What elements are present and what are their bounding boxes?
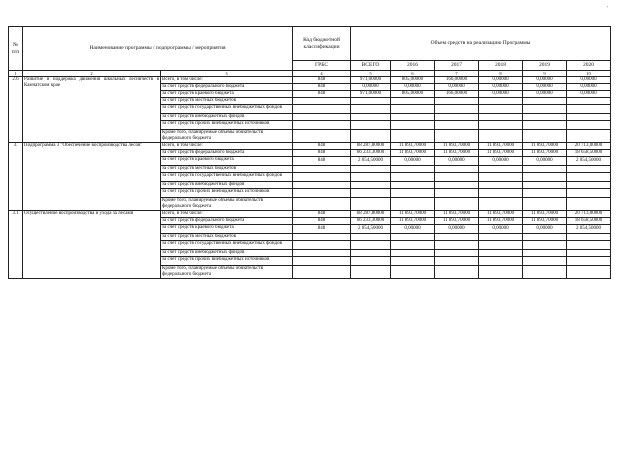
year-value <box>523 182 567 189</box>
year-value <box>523 121 567 130</box>
year-value <box>391 234 435 241</box>
row-number: 3.1 <box>9 211 23 279</box>
year-value: 11 893,70000 <box>435 150 479 157</box>
grbs-code: 848 <box>293 84 351 91</box>
year-value <box>479 198 523 211</box>
column-index: 6 <box>391 71 435 77</box>
grbs-code <box>293 257 351 266</box>
total-value <box>351 234 391 241</box>
header-year: 2019 <box>523 61 567 71</box>
funding-source: за счет средств внебюджетных фондов <box>161 250 293 257</box>
header-year: 2018 <box>479 61 523 71</box>
header-code: Код бюджетной классификации <box>293 27 351 61</box>
grbs-code: 848 <box>293 218 351 225</box>
header-year: 2017 <box>435 61 479 71</box>
header-year: 2020 <box>567 61 611 71</box>
year-value <box>435 241 479 250</box>
column-index: 2 <box>23 71 161 77</box>
year-value <box>435 257 479 266</box>
year-value: 11 893,70000 <box>523 218 567 225</box>
total-value: 971,00000 <box>351 91 391 98</box>
year-value <box>391 250 435 257</box>
column-index: 7 <box>435 71 479 77</box>
year-value: 166,00000 <box>435 91 479 98</box>
year-value: 0,00000 <box>479 157 523 166</box>
year-value <box>523 257 567 266</box>
total-value: 971,00000 <box>351 77 391 84</box>
year-value <box>391 166 435 173</box>
year-value <box>435 105 479 114</box>
total-value <box>351 166 391 173</box>
year-value <box>567 241 611 250</box>
row-number: 2.6 <box>9 77 23 143</box>
year-value <box>567 105 611 114</box>
year-value <box>567 182 611 189</box>
funding-source: за счет средств государственных внебюджетных фондов <box>161 173 293 182</box>
funding-source: за счет средств федерального бюджета <box>161 150 293 157</box>
year-value <box>391 257 435 266</box>
year-value <box>567 257 611 266</box>
year-value <box>523 105 567 114</box>
year-value: 11 893,70000 <box>479 211 523 218</box>
year-value <box>479 114 523 121</box>
year-value: 0,00000 <box>435 225 479 234</box>
year-value <box>523 130 567 143</box>
year-value: 11 893,70000 <box>523 143 567 150</box>
year-value <box>479 241 523 250</box>
grbs-code <box>293 182 351 189</box>
year-value <box>523 98 567 105</box>
year-value: 0,00000 <box>479 225 523 234</box>
column-index: 10 <box>567 71 611 77</box>
year-value <box>435 182 479 189</box>
year-value <box>523 241 567 250</box>
header-volume: Объем средств на реализацию Программы <box>351 27 611 61</box>
total-value: 66 233,30000 <box>351 150 391 157</box>
year-value: 11 893,70000 <box>479 150 523 157</box>
year-value: 805,00000 <box>391 91 435 98</box>
grbs-code <box>293 241 351 250</box>
funding-source: Всего, в том числе: <box>161 77 293 84</box>
header-total: ВСЕГО <box>351 61 391 71</box>
year-value: 2 054,50000 <box>567 225 611 234</box>
program-funding-table <box>8 26 611 279</box>
total-value <box>351 241 391 250</box>
year-value <box>567 114 611 121</box>
column-index: 5 <box>351 71 391 77</box>
year-value: 0,00000 <box>479 77 523 84</box>
year-value: 166,00000 <box>435 77 479 84</box>
total-value <box>351 98 391 105</box>
funding-source: за счет средств краевого бюджета <box>161 157 293 166</box>
year-value <box>391 105 435 114</box>
year-value <box>567 189 611 198</box>
year-value: 11 893,70000 <box>523 150 567 157</box>
total-value: 2 054,50000 <box>351 225 391 234</box>
year-value <box>391 98 435 105</box>
year-value <box>479 250 523 257</box>
year-value: 0,00000 <box>479 84 523 91</box>
year-value <box>479 173 523 182</box>
year-value: 20 713,00000 <box>567 211 611 218</box>
year-value <box>479 182 523 189</box>
grbs-code <box>293 266 351 279</box>
total-value <box>351 182 391 189</box>
grbs-code: 848 <box>293 77 351 84</box>
year-value <box>567 166 611 173</box>
funding-source: Всего, в том числе: <box>161 211 293 218</box>
grbs-code <box>293 250 351 257</box>
total-value: 2 054,50000 <box>351 157 391 166</box>
grbs-code <box>293 189 351 198</box>
year-value <box>523 166 567 173</box>
year-value <box>567 266 611 279</box>
year-value: 0,00000 <box>567 84 611 91</box>
total-value <box>351 114 391 121</box>
grbs-code <box>293 173 351 182</box>
funding-source: за счет средств государственных внебюджетных фондов <box>161 105 293 114</box>
corner-mark: ' <box>607 6 609 12</box>
year-value <box>523 198 567 211</box>
funding-source: за счет средств внебюджетных фондов <box>161 114 293 121</box>
funding-source: за счет средств местных бюджетов <box>161 98 293 105</box>
grbs-code: 848 <box>293 225 351 234</box>
year-value <box>435 234 479 241</box>
grbs-code <box>293 130 351 143</box>
year-value: 0,00000 <box>479 91 523 98</box>
year-value: 11 893,70000 <box>523 211 567 218</box>
column-index: 1 <box>9 71 23 77</box>
document-sheet <box>8 26 610 279</box>
funding-source: Всего, в том числе: <box>161 143 293 150</box>
year-value <box>479 257 523 266</box>
year-value <box>435 98 479 105</box>
grbs-code: 848 <box>293 91 351 98</box>
year-value <box>435 189 479 198</box>
funding-source: за счет средств местных бюджетов <box>161 166 293 173</box>
year-value <box>435 198 479 211</box>
grbs-code <box>293 121 351 130</box>
year-value <box>391 114 435 121</box>
year-value: 18 658,50000 <box>567 218 611 225</box>
year-value: 0,00000 <box>523 225 567 234</box>
year-value <box>523 189 567 198</box>
year-value <box>567 250 611 257</box>
grbs-code <box>293 198 351 211</box>
year-value <box>523 250 567 257</box>
year-value: 0,00000 <box>567 91 611 98</box>
total-value: 0,00000 <box>351 84 391 91</box>
year-value: 11 893,70000 <box>391 143 435 150</box>
year-value: 0,00000 <box>523 84 567 91</box>
funding-source: за счет средств краевого бюджета <box>161 225 293 234</box>
year-value: 11 893,70000 <box>391 150 435 157</box>
grbs-code <box>293 166 351 173</box>
grbs-code <box>293 98 351 105</box>
year-value <box>391 266 435 279</box>
year-value: 11 893,70000 <box>391 211 435 218</box>
program-name: Осуществление воспроизводства и ухода за лесами <box>23 211 161 279</box>
year-value: 0,00000 <box>523 157 567 166</box>
year-value <box>479 130 523 143</box>
column-index: 9 <box>523 71 567 77</box>
row-number: 3. <box>9 143 23 211</box>
funding-source: за счет средств краевого бюджета <box>161 91 293 98</box>
funding-source: Кроме того, планируемые объемы обязательств федерального бюджета <box>161 130 293 143</box>
year-value <box>435 166 479 173</box>
grbs-code: 848 <box>293 143 351 150</box>
funding-source: за счет средств прочих внебюджетных источников <box>161 257 293 266</box>
grbs-code: 848 <box>293 211 351 218</box>
year-value <box>435 173 479 182</box>
year-value <box>435 250 479 257</box>
year-value: 0,00000 <box>523 77 567 84</box>
program-name: Развитие и поддержка движения школьных лесничеств в Камчатском крае <box>23 77 161 143</box>
year-value <box>479 266 523 279</box>
header-year: 2016 <box>391 61 435 71</box>
year-value: 11 893,70000 <box>435 211 479 218</box>
year-value: 18 658,50000 <box>567 150 611 157</box>
year-value: 11 893,70000 <box>479 143 523 150</box>
year-value: 0,00000 <box>391 157 435 166</box>
year-value <box>391 189 435 198</box>
total-value: 68 287,80000 <box>351 143 391 150</box>
total-value <box>351 105 391 114</box>
year-value <box>391 182 435 189</box>
grbs-code <box>293 234 351 241</box>
year-value: 0,00000 <box>567 77 611 84</box>
funding-source: за счет средств внебюджетных фондов <box>161 182 293 189</box>
grbs-code: 848 <box>293 150 351 157</box>
year-value <box>435 130 479 143</box>
year-value <box>479 121 523 130</box>
year-value <box>567 121 611 130</box>
year-value: 11 893,70000 <box>391 218 435 225</box>
year-value <box>523 173 567 182</box>
year-value: 11 893,70000 <box>479 218 523 225</box>
header-grbs: ГРБС <box>293 61 351 71</box>
funding-source: за счет средств местных бюджетов <box>161 234 293 241</box>
year-value <box>435 266 479 279</box>
total-value <box>351 121 391 130</box>
program-name: Подпрограмма 3 "Обеспечение воспроизводства лесов" <box>23 143 161 211</box>
year-value <box>391 121 435 130</box>
funding-source: за счет средств прочих внебюджетных источников <box>161 121 293 130</box>
table-row <box>9 77 611 84</box>
grbs-code <box>293 114 351 121</box>
year-value <box>479 98 523 105</box>
year-value <box>435 121 479 130</box>
funding-source: за счет средств прочих внебюджетных источников <box>161 189 293 198</box>
year-value <box>435 114 479 121</box>
header-num: № п/п <box>9 27 23 71</box>
year-value <box>391 241 435 250</box>
year-value <box>479 105 523 114</box>
year-value <box>479 189 523 198</box>
total-value <box>351 173 391 182</box>
total-value: 68 287,80000 <box>351 211 391 218</box>
year-value <box>523 234 567 241</box>
year-value: 11 893,70000 <box>435 218 479 225</box>
year-value <box>523 114 567 121</box>
year-value <box>523 266 567 279</box>
year-value: 20 713,00000 <box>567 143 611 150</box>
column-index: 3 <box>161 71 293 77</box>
year-value: 0,00000 <box>391 84 435 91</box>
year-value <box>567 234 611 241</box>
year-value: 0,00000 <box>523 91 567 98</box>
year-value <box>391 173 435 182</box>
column-index: 4 <box>293 71 351 77</box>
grbs-code <box>293 105 351 114</box>
year-value <box>479 166 523 173</box>
total-value <box>351 266 391 279</box>
year-value <box>391 130 435 143</box>
year-value: 805,00000 <box>391 77 435 84</box>
year-value: 2 054,50000 <box>567 157 611 166</box>
funding-source: за счет средств государственных внебюджетных фондов <box>161 241 293 250</box>
year-value: 0,00000 <box>435 84 479 91</box>
funding-source: за счет средств федерального бюджета <box>161 84 293 91</box>
funding-source: Кроме того, планируемые объемы обязательств федерального бюджета <box>161 266 293 279</box>
total-value <box>351 130 391 143</box>
total-value <box>351 257 391 266</box>
column-index: 8 <box>479 71 523 77</box>
year-value: 0,00000 <box>391 225 435 234</box>
table-row <box>9 211 611 218</box>
total-value <box>351 198 391 211</box>
year-value <box>391 198 435 211</box>
funding-source: Кроме того, планируемые объемы обязательств федерального бюджета <box>161 198 293 211</box>
year-value <box>479 234 523 241</box>
year-value <box>567 130 611 143</box>
total-value: 66 233,30000 <box>351 218 391 225</box>
year-value: 0,00000 <box>435 157 479 166</box>
year-value <box>567 173 611 182</box>
grbs-code: 848 <box>293 157 351 166</box>
funding-source: за счет средств федерального бюджета <box>161 218 293 225</box>
year-value: 11 893,70000 <box>435 143 479 150</box>
total-value <box>351 189 391 198</box>
total-value <box>351 250 391 257</box>
header-name: Наименование программы / подпрограммы / мероприятия <box>23 27 293 71</box>
year-value <box>567 198 611 211</box>
table-row <box>9 143 611 150</box>
year-value <box>567 98 611 105</box>
